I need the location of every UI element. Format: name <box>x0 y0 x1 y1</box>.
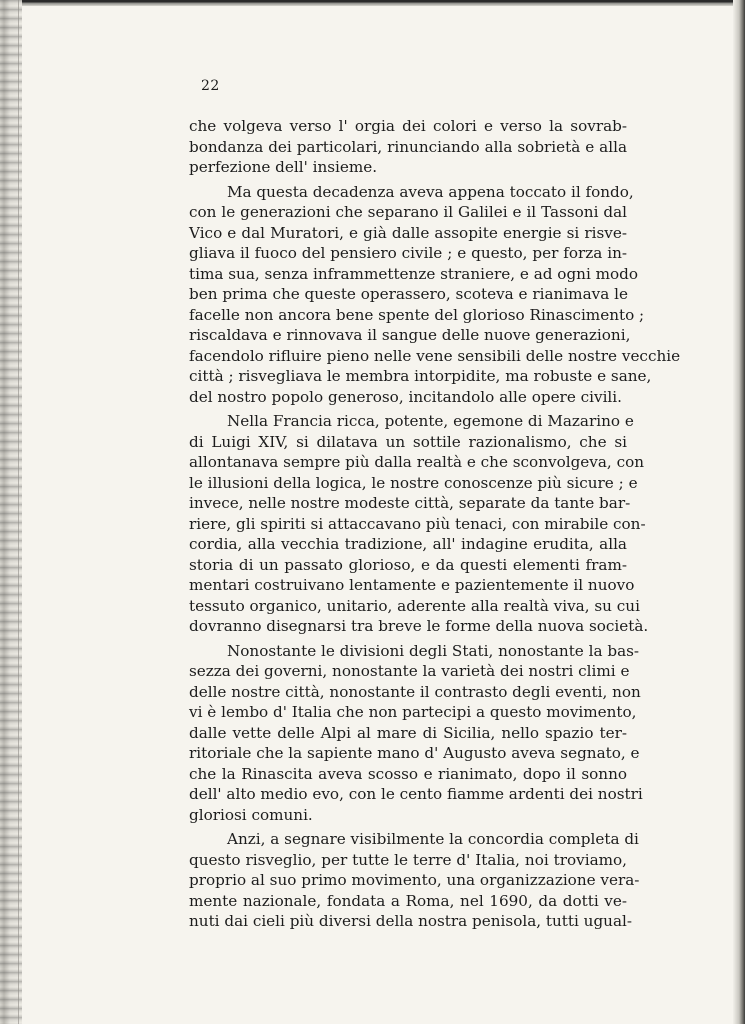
text-line: gloriosi comuni. <box>189 805 313 824</box>
text-line: storia di un passato glorioso, e da questi elementi fram- <box>189 555 627 574</box>
text-line: del nostro popolo generoso, incitandolo alle opere civili. <box>189 387 622 406</box>
paragraph <box>189 411 649 637</box>
text-line: dovranno disegnarsi tra breve le forme della nuova società. <box>189 617 649 635</box>
paragraph <box>189 182 681 408</box>
text-line: mentari costruivano lentamente e pazientemente il nuovo <box>189 576 635 594</box>
page-top-edge <box>0 0 745 6</box>
text-line: Nonostante le divisioni degli Stati, nonostante la bas- <box>227 641 640 660</box>
page-right-edge <box>733 0 745 1024</box>
text-line: nuti dai cieli più diversi della nostra penisola, tutti ugual- <box>189 912 633 930</box>
text-line: le illusioni della logica, le nostre conoscenze più sicure ; e <box>189 473 638 492</box>
paragraph <box>189 116 627 178</box>
text-line: cordia, alla vecchia tradizione, all' indagine erudita, alla <box>189 535 627 553</box>
text-line: Anzi, a segnare visibilmente la concordia completa di <box>227 830 639 848</box>
text-line: facelle non ancora bene spente del glorioso Rinascimento ; <box>189 305 645 324</box>
paragraph <box>189 829 640 932</box>
text-line: città ; risvegliava le membra intorpidite, ma robuste e sane, <box>189 367 652 385</box>
body-text <box>189 116 681 932</box>
text-line: invece, nelle nostre modeste città, separate da tante bar- <box>189 494 631 512</box>
text-line: Nella Francia ricca, potente, egemone di Mazarino e <box>227 412 634 430</box>
text-line: tima sua, senza inframmettenze straniere, e ad ogni modo <box>189 264 639 283</box>
text-line: riere, gli spiriti si attaccavano più tenaci, con mirabile con- <box>189 514 646 533</box>
text-line: riscaldava e rinnovava il sangue delle nuove generazioni, <box>189 326 631 344</box>
text-line: dell' alto medio evo, con le cento fiamme ardenti dei nostri <box>189 785 643 803</box>
text-line: tessuto organico, unitario, aderente alla realtà viva, su cui <box>189 596 640 615</box>
text-line: perfezione dell' insieme. <box>189 158 378 176</box>
text-line: vi è lembo d' Italia che non partecipi a questo movimento, <box>189 703 637 721</box>
text-line: Vico e dal Muratori, e già dalle assopite energie si risve- <box>189 223 627 242</box>
text-line: Ma questa decadenza aveva appena toccato il fondo, <box>227 182 634 201</box>
paragraph <box>189 641 643 826</box>
text-line: ben prima che queste operassero, scoteva e rianimava le <box>189 285 628 303</box>
text-line: mente nazionale, fondata a Roma, nel 1690, da dotti ve- <box>189 891 627 910</box>
text-line: dalle vette delle Alpi al mare di Sicilia, nello spazio ter- <box>189 723 627 742</box>
text-line: che la Rinascita aveva scosso e rianimato, dopo il sonno <box>189 764 627 783</box>
text-line: sezza dei governi, nonostante la varietà dei nostri climi e <box>189 662 630 680</box>
text-line: bondanza dei particolari, rinunciando alla sobrietà e alla <box>189 137 627 156</box>
text-line: allontanava sempre più dalla realtà e che sconvolgeva, con <box>189 453 644 471</box>
text-line: delle nostre città, nonostante il contrasto degli eventi, non <box>189 682 641 701</box>
binding-rule <box>18 0 19 1024</box>
text-line: di Luigi XIV, si dilatava un sottile razionalismo, che si <box>189 432 627 451</box>
text-line: gliava il fuoco del pensiero civile ; e questo, per forza in- <box>189 244 627 262</box>
text-line: proprio al suo primo movimento, una organizzazione vera- <box>189 871 640 889</box>
text-line: con le generazioni che separano il Galilei e il Tassoni dal <box>189 203 627 221</box>
page-number: 22 <box>201 78 220 94</box>
text-line: ritoriale che la sapiente mano d' Augusto aveva segnato, e <box>189 744 640 762</box>
text-line: facendolo rifluire pieno nelle vene sensibili delle nostre vecchie <box>189 346 681 365</box>
text-line: che volgeva verso l' orgia dei colori e verso la sovrab- <box>189 117 627 135</box>
text-line: questo risveglio, per tutte le terre d' Italia, noi troviamo, <box>189 850 627 869</box>
